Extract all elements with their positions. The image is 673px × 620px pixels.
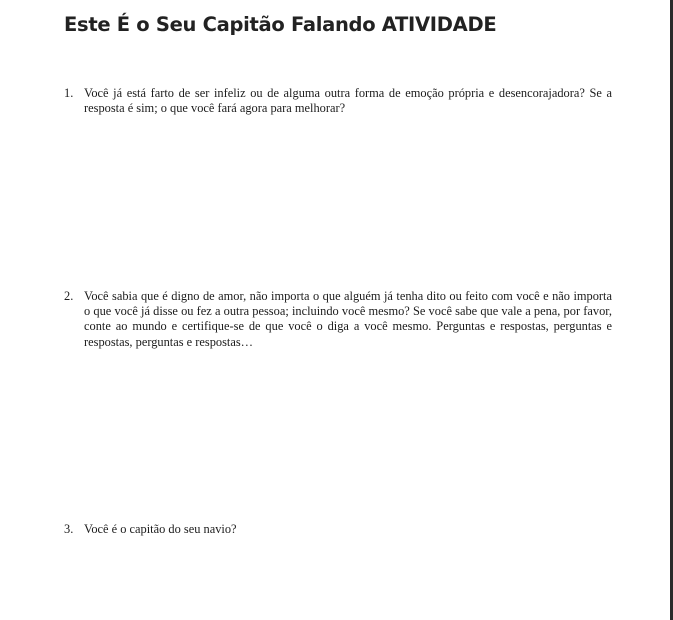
question-text: Você é o capitão do seu navio? (84, 522, 237, 536)
question-text: Você já está farto de ser infeliz ou de alguma outra forma de emoção própria e desencorajadora? Se a resposta é sim; o que você fará agora para melhorar? (84, 86, 612, 116)
question-number: 3. (64, 522, 74, 536)
question-number: 1. (64, 86, 74, 100)
question-3 (64, 522, 612, 537)
question-text: Você sabia que é digno de amor, não importa o que alguém já tenha dito ou feito com você e não importa o que você já disse ou fez a outra pessoa; incluindo você mesmo? Se você sabe que vale a pena, por favor, conte ao mundo e certifique-se de que você o diga a você mesmo. Perguntas e respostas, perguntas e respostas, perguntas e respostas… (84, 289, 612, 349)
question-2 (64, 289, 612, 350)
question-number: 2. (64, 289, 74, 303)
question-1 (64, 86, 612, 116)
page-title: Este É o Seu Capitão Falando ATIVIDADE (64, 13, 497, 36)
